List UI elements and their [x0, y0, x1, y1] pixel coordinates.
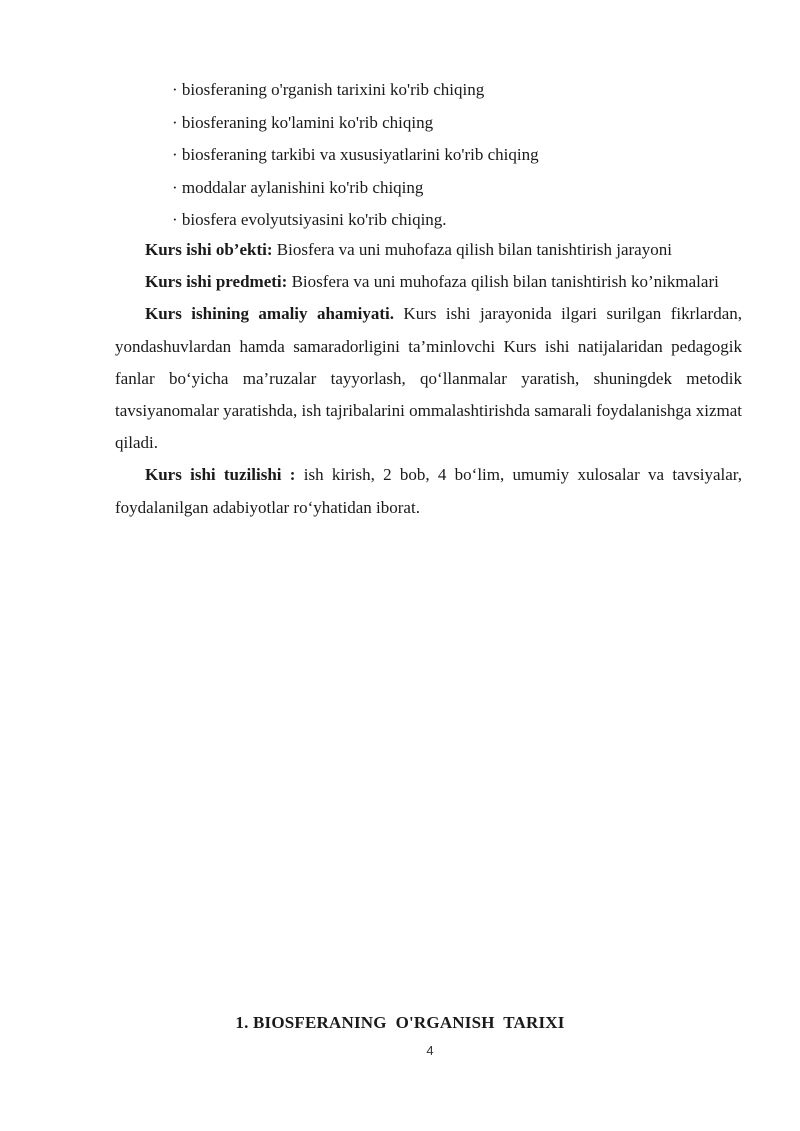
- paragraph-structure: [115, 459, 742, 523]
- paragraph-label: Kurs ishi tuzilishi :: [145, 465, 296, 485]
- task-list: [172, 74, 752, 237]
- task-item: · biosferaning tarkibi va xususiyatlarini ko'rib chiqing: [172, 145, 539, 165]
- paragraph-subject: [115, 266, 742, 298]
- task-item: · biosferaning o'rganish tarixini ko'rib chiqing: [172, 80, 485, 99]
- paragraph-label: Kurs ishining amaliy ahamiyati.: [145, 304, 394, 324]
- body-text: [115, 234, 742, 524]
- task-item: · biosfera evolyutsiyasini ko'rib chiqing.: [172, 210, 447, 230]
- paragraph-label: Kurs ishi predmeti:: [145, 272, 288, 292]
- page-number: 4: [426, 1043, 434, 1058]
- paragraph-text: ish kirish, 2 bob, 4 bo‘lim, umumiy xulosalar va tavsiyalar, foydalanilgan adabiyotlar ro‘yhatidan iborat.: [115, 465, 743, 517]
- section-heading: 1. BIOSFERANING O'RGANISH TARIXI: [235, 1013, 565, 1032]
- task-item: · moddalar aylanishini ko'rib chiqing: [172, 177, 424, 197]
- paragraph-text: Biosfera va uni muhofaza qilish bilan tanishtirish ko’nikmalari: [287, 272, 719, 292]
- paragraph-text: Biosfera va uni muhofaza qilish bilan tanishtirish jarayoni: [272, 240, 672, 259]
- paragraph-practical: [115, 298, 742, 459]
- paragraph-label: Kurs ishi ob’ekti:: [145, 240, 273, 259]
- paragraph-text: Kurs ishi jarayonida ilgari surilgan fikrlardan, yondashuvlardan hamda samaradorligini ta’minlovchi Kurs ishi natijalaridan pedagogik fanlar bo‘yicha ma’ruzalar tayyorlash, qo‘llanmalar yaratish, shuningdek metodik tavsiyanomalar yaratishda, ish tajribalarini ommalashtirishda samarali foydalanishga xizmat qiladi.: [115, 304, 742, 453]
- task-item: · biosferaning ko'lamini ko'rib chiqing: [172, 112, 434, 132]
- paragraph-object: [115, 234, 742, 266]
